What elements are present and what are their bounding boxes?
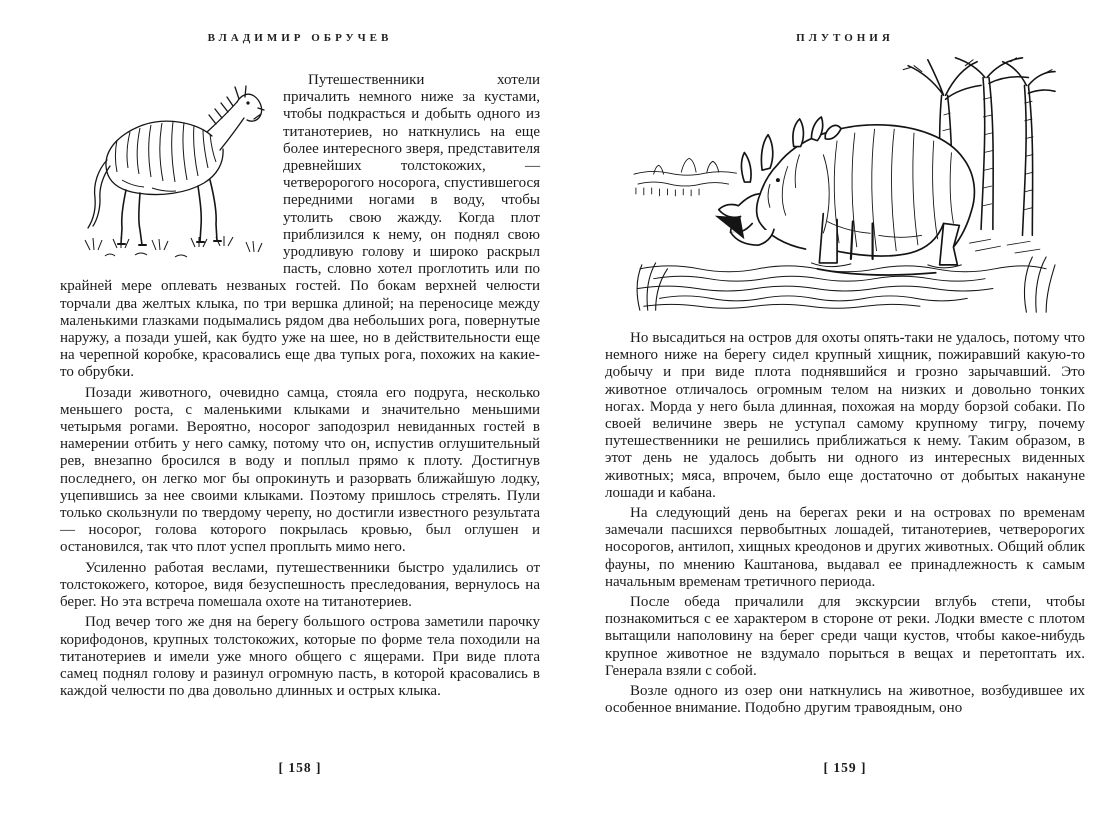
paragraph-text: Путешественники хотели причалить немного ниже за кустами, чтобы подкрасться и добыть одного из титанотериев, но наткнулись на еще более интересного зверя, представителя древнейших толстокожих, — четверорогого носорога, спустившегося передними ногами в воду, чтобы утолить свою жажду. Когда плот приблизился к нему, он поднял свою уродливую голову и широко раскрыл пасть, словно хотел проглотить или по крайней мере оплевать незваных гостей. По бокам верхней челюсти торчали два желтых клыка, по три вершка длиной; на переносице между маленькими глазками подымались рядом два небольших рога, повернутые наружу, а позади ушей, как будто уже на шее, но в действительности еще на черепной коробке, красовались еще два тупых рога, похожих на какие-то обрубки. xyxy=(60,72,540,381)
page-body-left xyxy=(60,72,540,700)
paragraph xyxy=(60,72,540,382)
running-head-right: ПЛУТОНИЯ xyxy=(796,32,894,44)
paragraph: Но высадиться на остров для охоты опять-таки не удалось, потому что немного ниже на берегу сидел крупный хищник, пожиравший какую-то добычу и при виде плота поднявшийся и грозно зарычавший. Это животное отличалось огромным телом на низких и довольно тонких ногах. Морда у него была длинная, похожая на морду борзой собаки. По своей величине зверь не уступал самому крупному тигру, почему путешественники не решились приближаться к нему. Таким образом, в этот день не удалось добыть ни одного из интересных виденных животных; мяса, впрочем, было еще достаточно от добытых накануне лошади и кабана. xyxy=(605,330,1085,501)
running-head-left: ВЛАДИМИР ОБРУЧЕВ xyxy=(207,32,393,44)
rhino-illustration xyxy=(630,54,1056,316)
paragraph: Усиленно работая веслами, путешественники быстро удалились от толстокожего, которое, видя безуспешность преследования, вернулось на берег. Но эта встреча помешала охоте на титанотериев. xyxy=(60,559,540,611)
page-left xyxy=(60,0,540,825)
page-number-right: [ 159 ] xyxy=(823,760,867,775)
rhino-illustration-svg xyxy=(630,54,1056,316)
paragraph: Под вечер того же дня на берегу большого острова заметили парочку корифодонов, крупных толстокожих, которые по форме тела походили на титанотериев и имели уже много общего с ящерами. При виде плота самец поднял голову и разинул огромную пасть, в которой красовались в каждой челюсти по два довольно длинных и острых клыка. xyxy=(60,614,540,700)
paragraph: После обеда причалили для экскурсии вглубь степи, чтобы познакомиться с ее характером в стороне от реки. Лодки вместе с плотом вытащили наполовину на берег среди чащи кустов, чтобы какое-нибудь крупное животное не вздумало порыться в вещах и перетоптать их. Генерала взяли с собой. xyxy=(605,594,1085,679)
paragraph: На следующий день на берегах реки и на островах по временам замечали пасшихся первобытных лошадей, титанотериев, четверорогих носорогов, антилоп, хищных креодонов и других животных. Общий облик фауны, по мнению Каштанова, выдавал ее принадлежность к самым начальным временам третичного периода. xyxy=(605,505,1085,590)
page-number-left: [ 158 ] xyxy=(278,760,322,775)
paragraph: Позади животного, очевидно самца, стояла его подруга, несколько меньшего роста, с маленькими клыками и значительно меньшими четырьмя рогами. Вероятно, носорог заподозрил невиданных гостей в намерении отбить у него самку, потому что он, испустив оглушительный рев, внезапно бросился в воду и поплыл прямо к плоту. Достигнув последнего, он легко мог бы опрокинуть и разорвать ближайшую лодку, уцепившись за нее своими клыками. Поэтому пришлось стрелять. Пули только скользнули по твердому черепу, но достигли известного результата — носорог, голова которого покрылась кровью, был оглушен и остановился, так что плот успел проплыть мимо него. xyxy=(60,384,540,556)
page-body-right xyxy=(605,330,1085,717)
paragraph: Возле одного из озер они наткнулись на животное, возбудившее их особенное внимание. Подобно другим травоядным, оно xyxy=(605,683,1085,717)
horse-illustration xyxy=(60,74,272,264)
page-right xyxy=(605,0,1085,825)
horse-illustration-svg xyxy=(60,74,272,264)
